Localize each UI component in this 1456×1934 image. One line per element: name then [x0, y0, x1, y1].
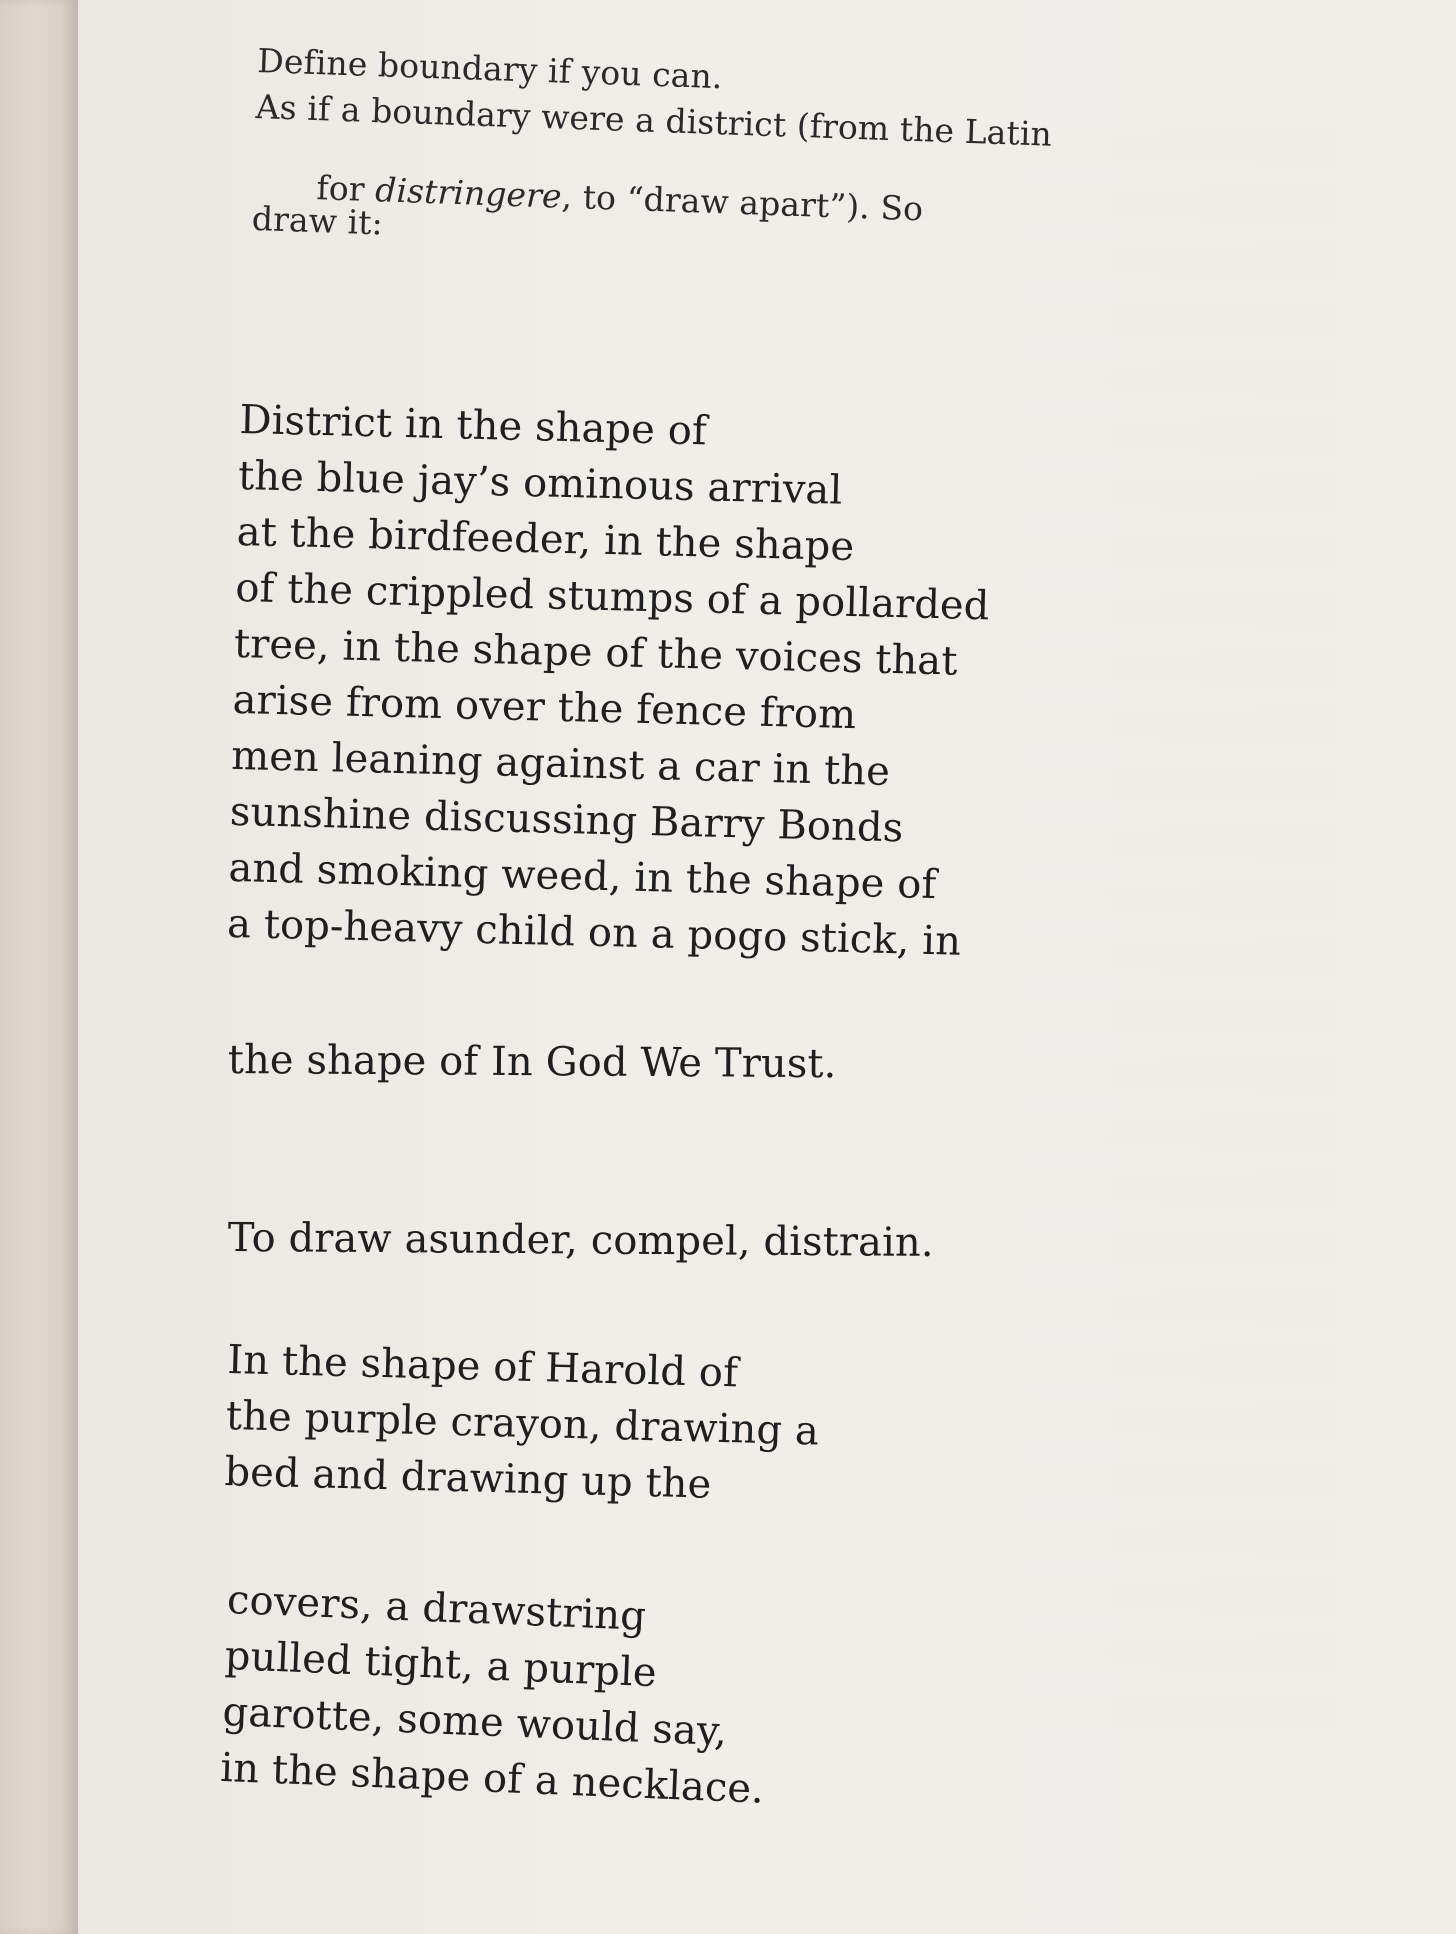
- stanza-1-line-3: at the birdfeeder, in the shape: [236, 508, 855, 571]
- intro-line-3-latin: distringere: [374, 170, 563, 216]
- stanza-1: [226, 397, 1020, 989]
- stanza-2-line-1: the shape of In God We Trust.: [227, 1037, 837, 1088]
- stanza-5-line-1: covers, a drawstring: [226, 1577, 647, 1640]
- stanza-3-line-1: To draw asunder, compel, distrain.: [227, 1215, 934, 1266]
- stanza-4: [223, 1337, 927, 1538]
- stanza-1-line-9: and smoking weed, in the shape of: [228, 844, 937, 909]
- stanza-1-line-6: arise from over the fence from: [232, 676, 857, 739]
- intro-line-1: Define boundary if you can.: [256, 41, 724, 97]
- stanza-5-line-3: garotte, some would say,: [221, 1688, 729, 1756]
- book-page: [78, 0, 1456, 1934]
- stanza-1-line-10: a top-heavy child on a pogo stick, in: [226, 900, 962, 965]
- intro-stanza: [250, 41, 1053, 301]
- stanza-2: [227, 1037, 928, 1105]
- stanza-5: [218, 1577, 927, 1848]
- intro-line-4: draw it:: [251, 198, 384, 243]
- stanza-1-line-2: the blue jay’s ominous arrival: [237, 452, 843, 514]
- intro-line-3-prefix: for: [315, 168, 376, 210]
- stanza-4-line-3: bed and drawing up the: [223, 1448, 712, 1508]
- stanza-4-line-2: the purple crayon, drawing a: [225, 1392, 820, 1455]
- stanza-1-line-5: tree, in the shape of the voices that: [233, 620, 959, 685]
- stanza-1-line-7: men leaning against a car in the: [230, 732, 891, 795]
- stanza-1-line-8: sunshine discussing Barry Bonds: [229, 788, 904, 852]
- stanza-1-line-1: District in the shape of: [238, 397, 708, 455]
- intro-line-3-suffix: , to “draw apart”). So: [561, 176, 924, 229]
- intro-line-2: As if a boundary were a district (from the Latin: [255, 86, 1053, 154]
- stanza-3: [227, 1215, 1008, 1283]
- book-gutter: [0, 0, 78, 1934]
- stanza-5-line-4: in the shape of a necklace.: [219, 1744, 765, 1813]
- stanza-1-line-4: of the crippled stumps of a pollarded: [234, 564, 991, 630]
- stanza-5-line-2: pulled tight, a purple: [224, 1632, 658, 1697]
- stanza-4-line-1: In the shape of Harold of: [226, 1337, 739, 1397]
